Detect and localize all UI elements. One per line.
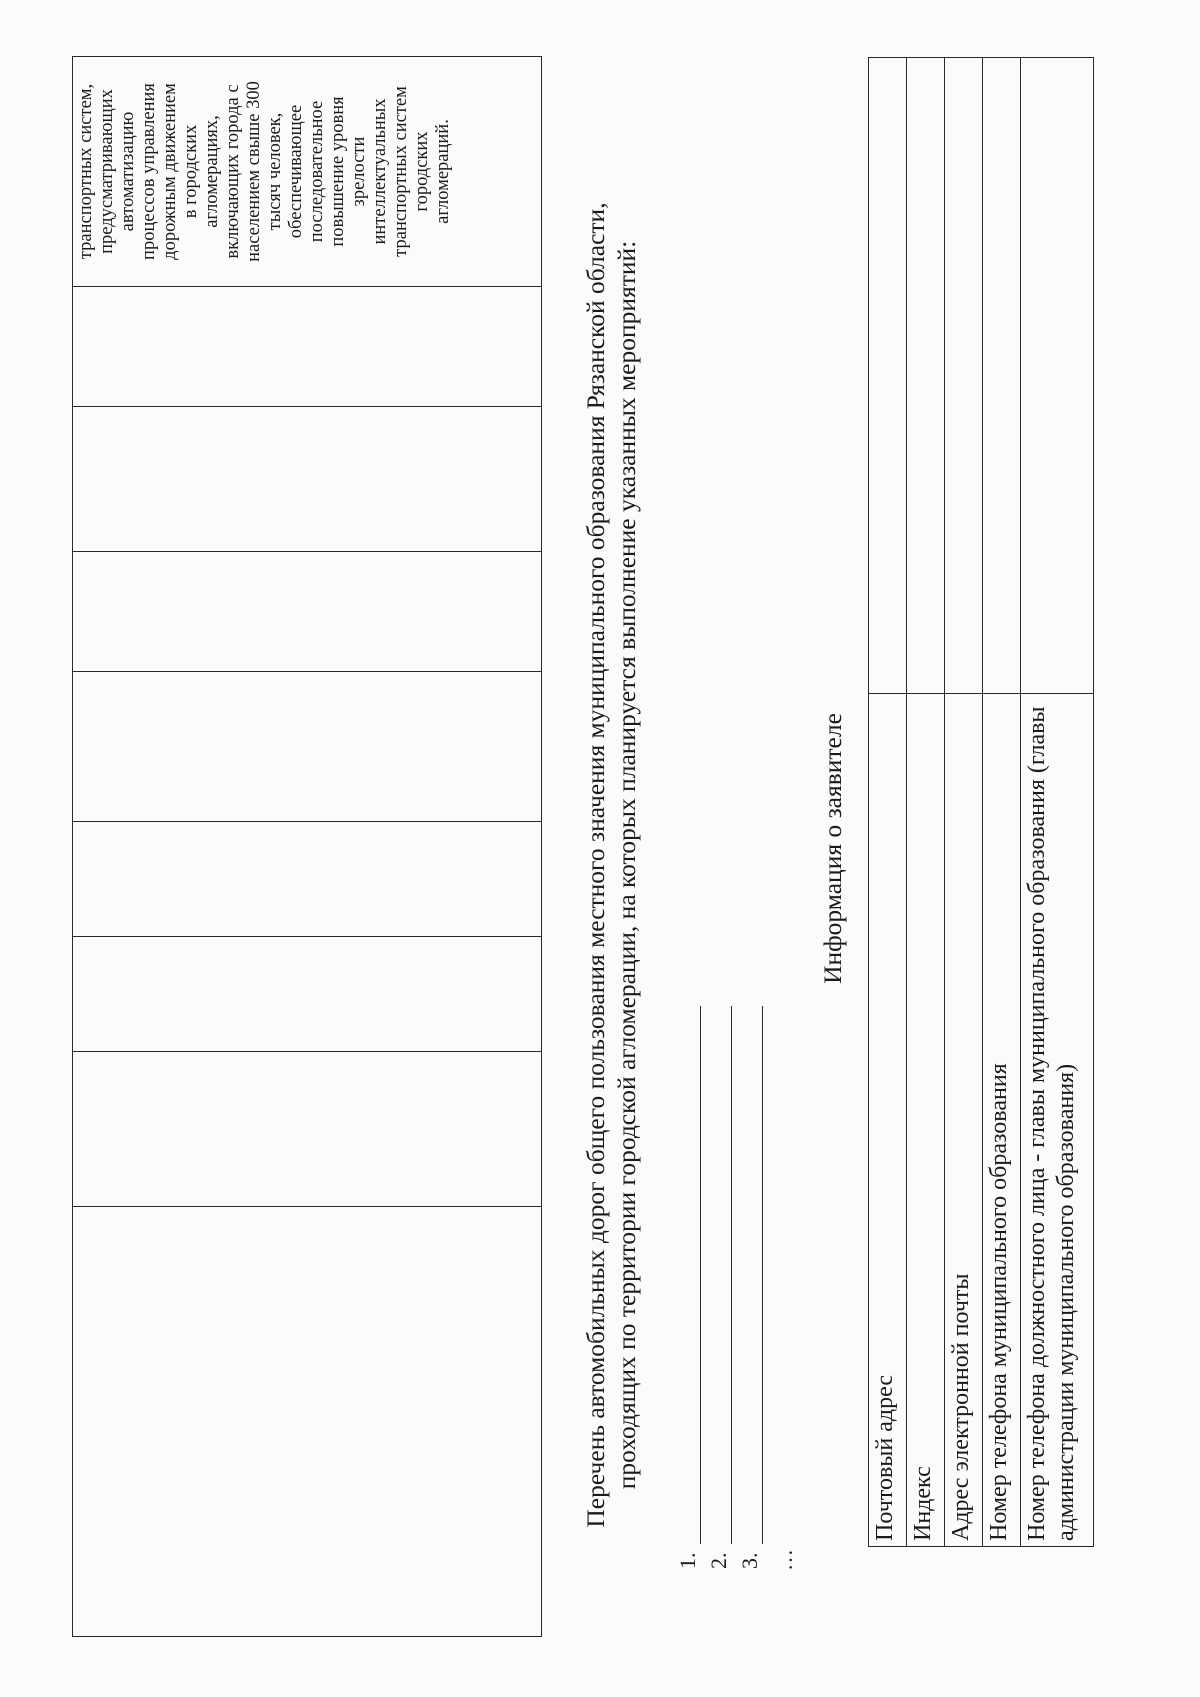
value-cell bbox=[983, 58, 1021, 694]
list-number: 3. bbox=[737, 1552, 762, 1569]
roads-list-heading: Перечень автомобильных дорог общего пользования местного значения муниципального образования Рязанской области, проходящих по территории городской агломерации, на которых планируется выполнение указанных мероприятий: bbox=[581, 202, 641, 1528]
value-cell bbox=[1021, 58, 1094, 694]
table-cell bbox=[73, 672, 542, 822]
row-label: Индекс bbox=[907, 694, 945, 1547]
table-cell bbox=[73, 1052, 542, 1207]
blank-line bbox=[713, 1007, 732, 1545]
list-ellipsis: … bbox=[772, 1549, 797, 1571]
list-item bbox=[732, 1007, 763, 1570]
table-cell bbox=[73, 287, 542, 407]
road-list bbox=[670, 1007, 763, 1570]
blank-line bbox=[744, 1007, 763, 1545]
table-cell bbox=[73, 937, 542, 1052]
table-row bbox=[1021, 58, 1094, 1547]
table-cell bbox=[73, 822, 542, 937]
value-cell bbox=[869, 58, 907, 694]
table-row bbox=[869, 58, 907, 1547]
table-cell bbox=[73, 407, 542, 552]
list-item bbox=[670, 1007, 701, 1570]
row-label: Почтовый адрес bbox=[869, 694, 907, 1547]
table-cell bbox=[73, 1207, 542, 1637]
table-row bbox=[907, 58, 945, 1547]
value-cell bbox=[907, 58, 945, 694]
applicant-info-table bbox=[868, 57, 1094, 1547]
table-row bbox=[945, 58, 983, 1547]
list-item bbox=[701, 1007, 732, 1570]
row-label: Адрес электронной почты bbox=[945, 694, 983, 1547]
list-number: 1. bbox=[675, 1552, 700, 1569]
list-number: 2. bbox=[706, 1552, 731, 1569]
row-label: Номер телефона муниципального образования bbox=[983, 694, 1021, 1547]
value-cell bbox=[945, 58, 983, 694]
row-label: Номер телефона должностного лица - главы муниципального образования (главы администрации муниципального образования) bbox=[1021, 694, 1094, 1547]
table-row bbox=[983, 58, 1021, 1547]
table-cell bbox=[73, 552, 542, 672]
measure-description-cell: транспортных систем, предусматривающих автоматизацию процессов управления дорожным движением в городских агломерациях, включающих города с населением свыше 300 тысяч человек, обеспечивающее последовательное повышение уровня зрелости интеллектуальных транспортных систем городских агломераций. bbox=[73, 57, 542, 287]
road-measures-table bbox=[72, 56, 542, 1637]
applicant-heading: Информация о заявителе bbox=[818, 713, 847, 984]
blank-line bbox=[682, 1007, 701, 1545]
